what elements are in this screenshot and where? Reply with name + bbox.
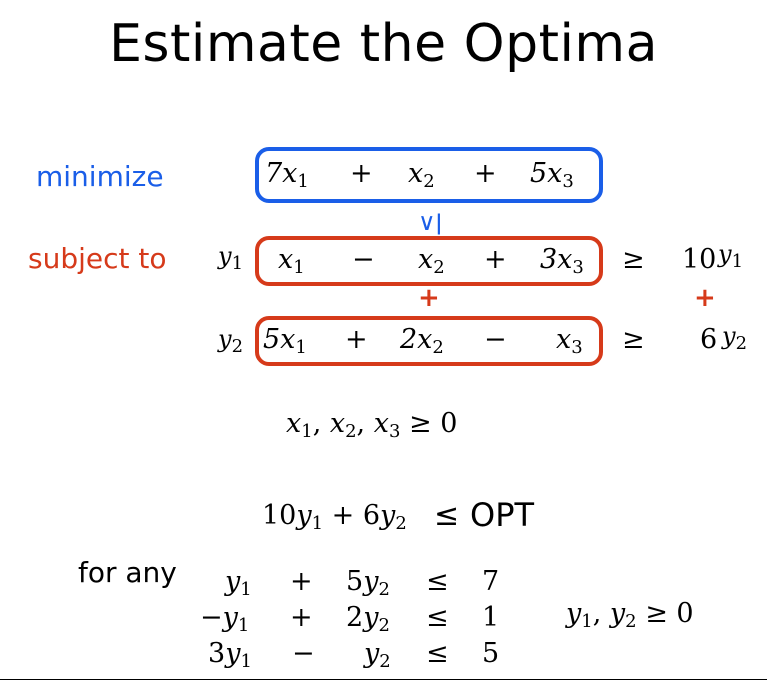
constraint-1-term-3: $3x_3$	[540, 244, 584, 278]
dual-row-3-rel: ≤	[426, 638, 449, 669]
objective-op-2: +	[474, 158, 497, 189]
subject-to-label: subject to	[28, 242, 167, 275]
objective-term-1: $7x_1$	[265, 158, 309, 192]
plus-between-right: +	[694, 283, 716, 313]
y-nonnegativity: $y_1$, $y_2 \ge 0$	[566, 598, 694, 632]
constraint-1-op-2: +	[484, 244, 507, 275]
dual-row-2-op: +	[290, 602, 313, 633]
constraint-1-term-2: $x_2$	[418, 244, 445, 278]
constraint-1-op-1: −	[352, 244, 375, 275]
dual-row-1-t2: $5y_2$	[346, 566, 390, 600]
constraint-1-relation: ≥	[622, 244, 645, 275]
constraint-2-term-1: $5x_1$	[263, 324, 307, 358]
bound-lhs: $10y_1 + 6y_2$	[262, 500, 407, 534]
dual-row-3-t2: $y_2$	[364, 638, 391, 672]
constraint-1-term-1: $x_1$	[278, 244, 305, 278]
constraint-1-rhs-multiplier: $y_1$	[718, 240, 744, 272]
constraint-2-term-2: $2x_2$	[400, 324, 444, 358]
dual-row-2-t2: $2y_2$	[346, 602, 390, 636]
dual-row-3-t1: $3y_1$	[208, 638, 252, 672]
for-any-label: for any	[78, 556, 177, 589]
constraint-2-op-1: +	[345, 324, 368, 355]
constraint-2-relation: ≥	[622, 324, 645, 355]
constraint-2-op-2: −	[484, 324, 507, 355]
dual-row-2-rel: ≤	[426, 602, 449, 633]
constraint-2-rhs-multiplier: $y_2$	[722, 322, 748, 354]
dual-row-1-t1: $y_1$	[225, 566, 252, 600]
constraint-1-rhs: 10	[682, 244, 717, 275]
dual-row-1-rel: ≤	[426, 566, 449, 597]
bound-relation: ≤	[434, 498, 460, 533]
objective-term-3: $5x_3$	[530, 158, 574, 192]
plus-between-left: +	[418, 283, 440, 313]
constraint-2-term-3: $x_3$	[556, 324, 583, 358]
minimize-label: minimize	[36, 160, 164, 193]
dual-row-3-op: −	[292, 638, 315, 669]
dual-row-1-op: +	[290, 566, 313, 597]
dual-row-2-rhs: 1	[482, 602, 500, 633]
slide-title: Estimate the Optima	[109, 14, 658, 74]
constraint-2-rhs: 6	[700, 324, 718, 355]
constraint-1-multiplier: $y_1$	[218, 242, 244, 274]
dual-row-1-rhs: 7	[482, 566, 500, 597]
dual-row-2-t1: $-y_1$	[200, 602, 250, 636]
dual-row-3-rhs: 5	[482, 638, 500, 669]
objective-term-2: $x_2$	[408, 158, 435, 192]
objective-op-1: +	[350, 158, 373, 189]
opt-label: OPT	[470, 496, 535, 534]
x-nonnegativity: $x_1$, $x_2$, $x_3 \ge 0$	[286, 408, 458, 442]
objective-relation: ∨ǀ	[418, 208, 443, 236]
constraint-2-multiplier: $y_2$	[218, 325, 244, 357]
